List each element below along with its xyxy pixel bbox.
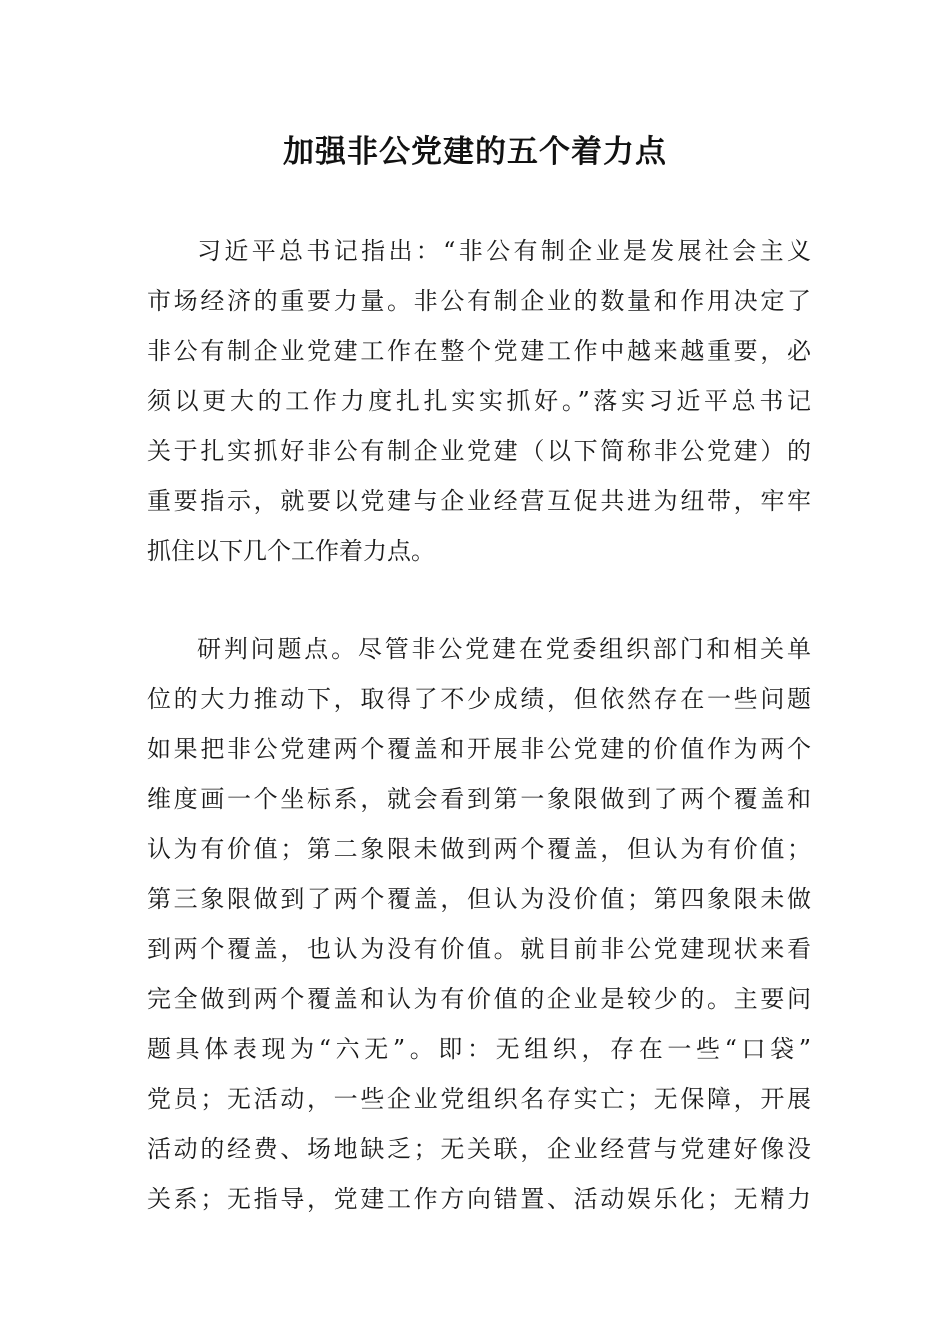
text-line: 维度画一个坐标系，就会看到第一象限做到了两个覆盖和 [147, 785, 811, 813]
text-line: 完全做到两个覆盖和认为有价值的企业是较少的。主要问 [147, 985, 811, 1013]
text-line: 抓住以下几个工作着力点。 [147, 537, 435, 565]
text-line: 关于扎实抓好非公有制企业党建（以下简称非公党建）的 [147, 437, 811, 465]
text-line: 研判问题点。尽管非公党建在党委组织部门和相关单 [197, 635, 811, 663]
text-line: 重要指示，就要以党建与企业经营互促共进为纽带，牢牢 [147, 487, 811, 515]
text-line: 非公有制企业党建工作在整个党建工作中越来越重要，必 [147, 337, 811, 365]
paragraph-problem-points [147, 624, 811, 1224]
text-line: 关系；无指导，党建工作方向错置、活动娱乐化；无精力 [147, 1185, 811, 1213]
text-line: 党员；无活动，一些企业党组织名存实亡；无保障，开展 [147, 1085, 811, 1113]
text-line: 市场经济的重要力量。非公有制企业的数量和作用决定了 [147, 287, 811, 315]
document-title: 加强非公党建的五个着力点 [283, 134, 667, 170]
paragraph-intro [147, 226, 811, 576]
text-line: 活动的经费、场地缺乏；无关联，企业经营与党建好像没 [147, 1135, 811, 1163]
text-line: 到两个覆盖，也认为没有价值。就目前非公党建现状来看 [147, 935, 811, 963]
text-line: 认为有价值；第二象限未做到两个覆盖，但认为有价值； [147, 835, 811, 863]
text-line: 第三象限做到了两个覆盖，但认为没价值；第四象限未做 [147, 885, 811, 913]
text-line: 习近平总书记指出：“非公有制企业是发展社会主义 [197, 237, 811, 265]
text-line: 位的大力推动下，取得了不少成绩，但依然存在一些问题 [147, 685, 811, 713]
text-line: 题具体表现为“六无”。即：无组织，存在一些“口袋” [147, 1035, 811, 1063]
text-line: 须以更大的工作力度扎扎实实抓好。”落实习近平总书记 [147, 387, 811, 415]
text-line: 如果把非公党建两个覆盖和开展非公党建的价值作为两个 [147, 735, 811, 763]
